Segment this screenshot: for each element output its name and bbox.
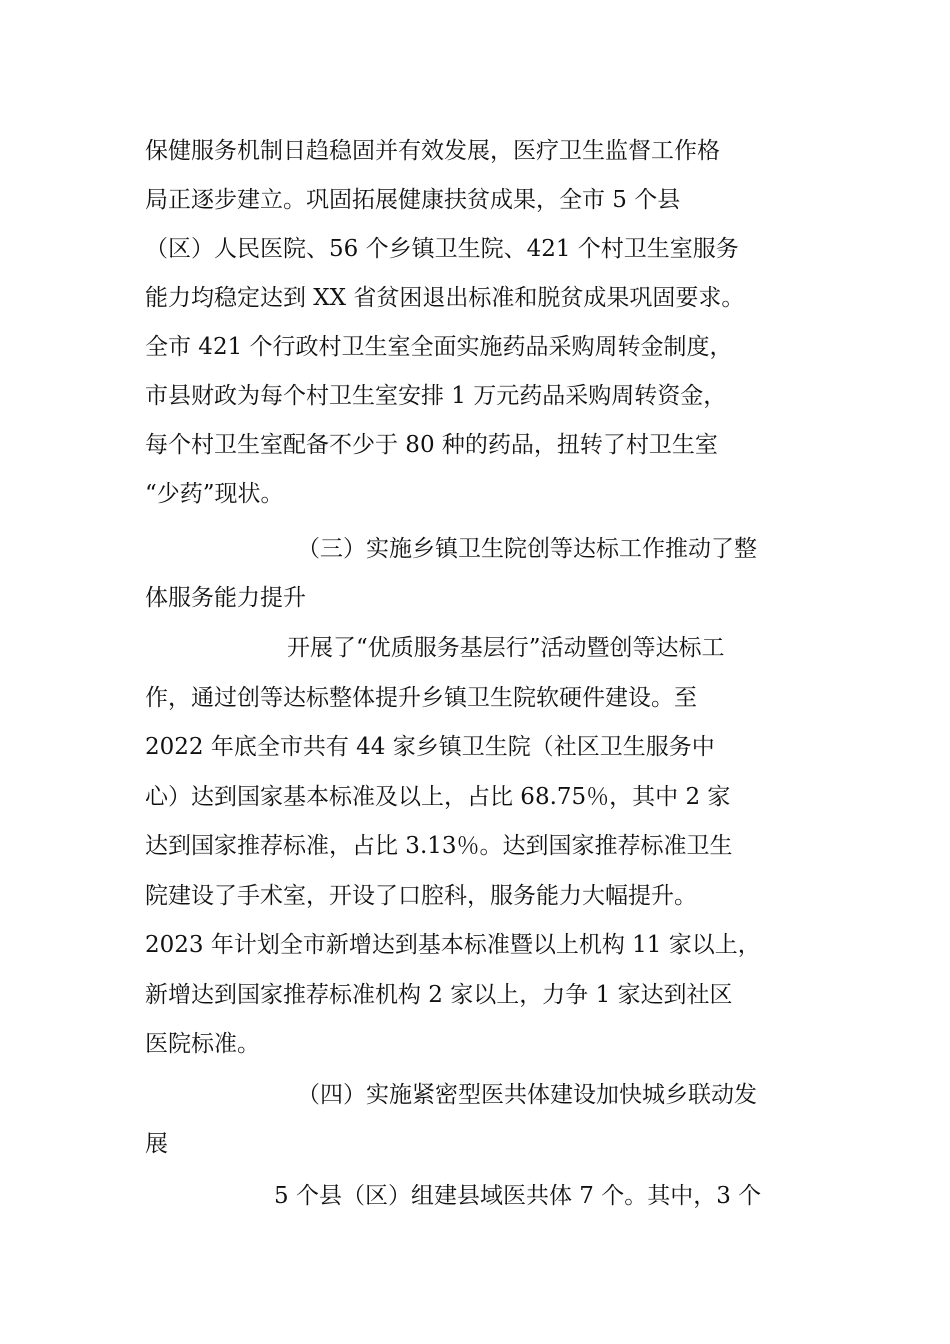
paragraph-1-line-1: 保健服务机制日趋稳固并有效发展，医疗卫生监督工作格 [145,138,720,164]
section-heading-4-line-2: 展 [145,1131,168,1157]
paragraph-1-line-7: 每个村卫生室配备不少于 80 种的药品，扭转了村卫生室 [145,432,718,458]
paragraph-1-line-5: 全市 421 个行政村卫生室全面实施药品采购周转金制度， [145,334,733,360]
paragraph-2-line-8: 新增达到国家推荐标准机构 2 家以上，力争 1 家达到社区 [145,982,733,1008]
paragraph-2-line-1: 开展了“优质服务基层行”活动暨创等达标工 [287,635,725,661]
paragraph-2-line-2: 作，通过创等达标整体提升乡镇卫生院软硬件建设。至 [145,685,697,711]
paragraph-2-line-5: 达到国家推荐标准，占比 3.13％。达到国家推荐标准卫生 [145,833,733,859]
section-heading-3-line-2: 体服务能力提升 [145,585,306,611]
paragraph-1-line-2: 局正逐步建立。巩固拓展健康扶贫成果，全市 5 个县 [145,187,681,213]
paragraph-2-line-3: 2022 年底全市共有 44 家乡镇卫生院（社区卫生服务中 [145,734,715,760]
section-heading-3-line-1: （三）实施乡镇卫生院创等达标工作推动了整 [297,536,757,562]
paragraph-1-line-6: 市县财政为每个村卫生室安排 1 万元药品采购周转资金， [145,383,727,409]
paragraph-2-line-7: 2023 年计划全市新增达到基本标准暨以上机构 11 家以上， [145,932,761,958]
paragraph-2-line-6: 院建设了手术室，开设了口腔科，服务能力大幅提升。 [145,883,697,909]
paragraph-1-line-3: （区）人民医院、56 个乡镇卫生院、421 个村卫生室服务 [145,236,739,262]
paragraph-2-line-4: 心）达到国家基本标准及以上，占比 68.75％，其中 2 家 [145,784,731,810]
paragraph-2-line-9: 医院标准。 [145,1031,260,1057]
paragraph-1-line-8: “少药”现状。 [145,481,284,507]
paragraph-1-line-4: 能力均稳定达到 XX 省贫困退出标准和脱贫成果巩固要求。 [145,285,745,311]
section-heading-4-line-1: （四）实施紧密型医共体建设加快城乡联动发 [297,1082,757,1108]
paragraph-3-line-1: 5 个县（区）组建县域医共体 7 个。其中，3 个 [274,1183,762,1209]
